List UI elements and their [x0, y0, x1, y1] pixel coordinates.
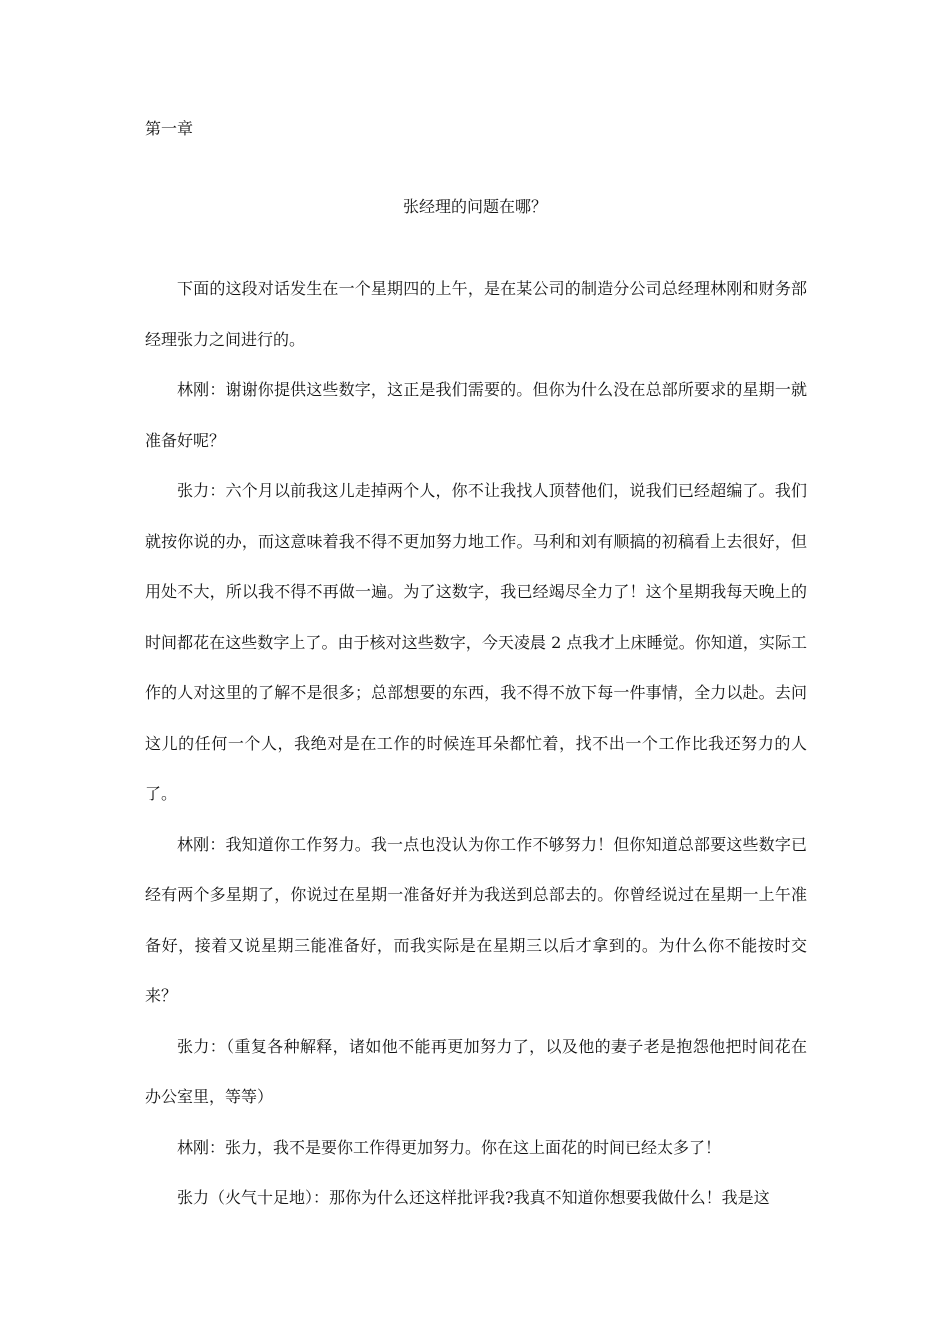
paragraph-dialogue: 林刚：谢谢你提供这些数字，这正是我们需要的。但你为什么没在总部所要求的星期一就准备好呢？ — [145, 380, 807, 450]
paragraph-dialogue: 张力（火气十足地）：那你为什么还这样批评我?我真不知道你想要我做什么！我是这 — [177, 1188, 770, 1207]
paragraph-dialogue: 林刚：我知道你工作努力。我一点也没认为你工作不够努力！但你知道总部要这些数字已经有两个多星期了，你说过在星期一准备好并为我送到总部去的。你曾经说过在星期一上午准备好，接着又说星期三能准备好，而我实际是在星期三以后才拿到的。为什么你不能按时交来？ — [145, 834, 807, 1005]
paragraph-intro: 下面的这段对话发生在一个星期四的上午，是在某公司的制造分公司总经理林刚和财务部经理张力之间进行的。 — [145, 279, 807, 349]
paragraph-dialogue: 林刚：张力，我不是要你工作得更加努力。你在这上面花的时间已经太多了！ — [177, 1137, 722, 1157]
chapter-heading: 第一章 — [145, 119, 194, 138]
paragraph-dialogue: 张力：六个月以前我这儿走掉两个人，你不让我找人顶替他们，说我们已经超编了。我们就按你说的办，而这意味着我不得不更加努力地工作。马利和刘有顺搞的初稿看上去很好，但用处不大，所以我不得不再做一遍。为了这数字，我已经竭尽全力了！这个星期我每天晚上的时间都花在这些数字上了。由于核对这些数字，今天凌晨 2 点我才上床睡觉。你知道，实际工作的人对这里的了解不是很多；总部想要的东西，我不得不放下每一件事情，全力以赴。去问这儿的任何一个人，我绝对是在工作的时候连耳朵都忙着，找不出一个工作比我还努力的人了。 — [145, 481, 807, 803]
document-title: 张经理的问题在哪？ — [402, 197, 547, 216]
body-text — [145, 264, 807, 1224]
paragraph-dialogue: 张力：（重复各种解释，诸如他不能再更加努力了，以及他的妻子老是抱怨他把时间花在办公室里，等等） — [145, 1036, 807, 1106]
